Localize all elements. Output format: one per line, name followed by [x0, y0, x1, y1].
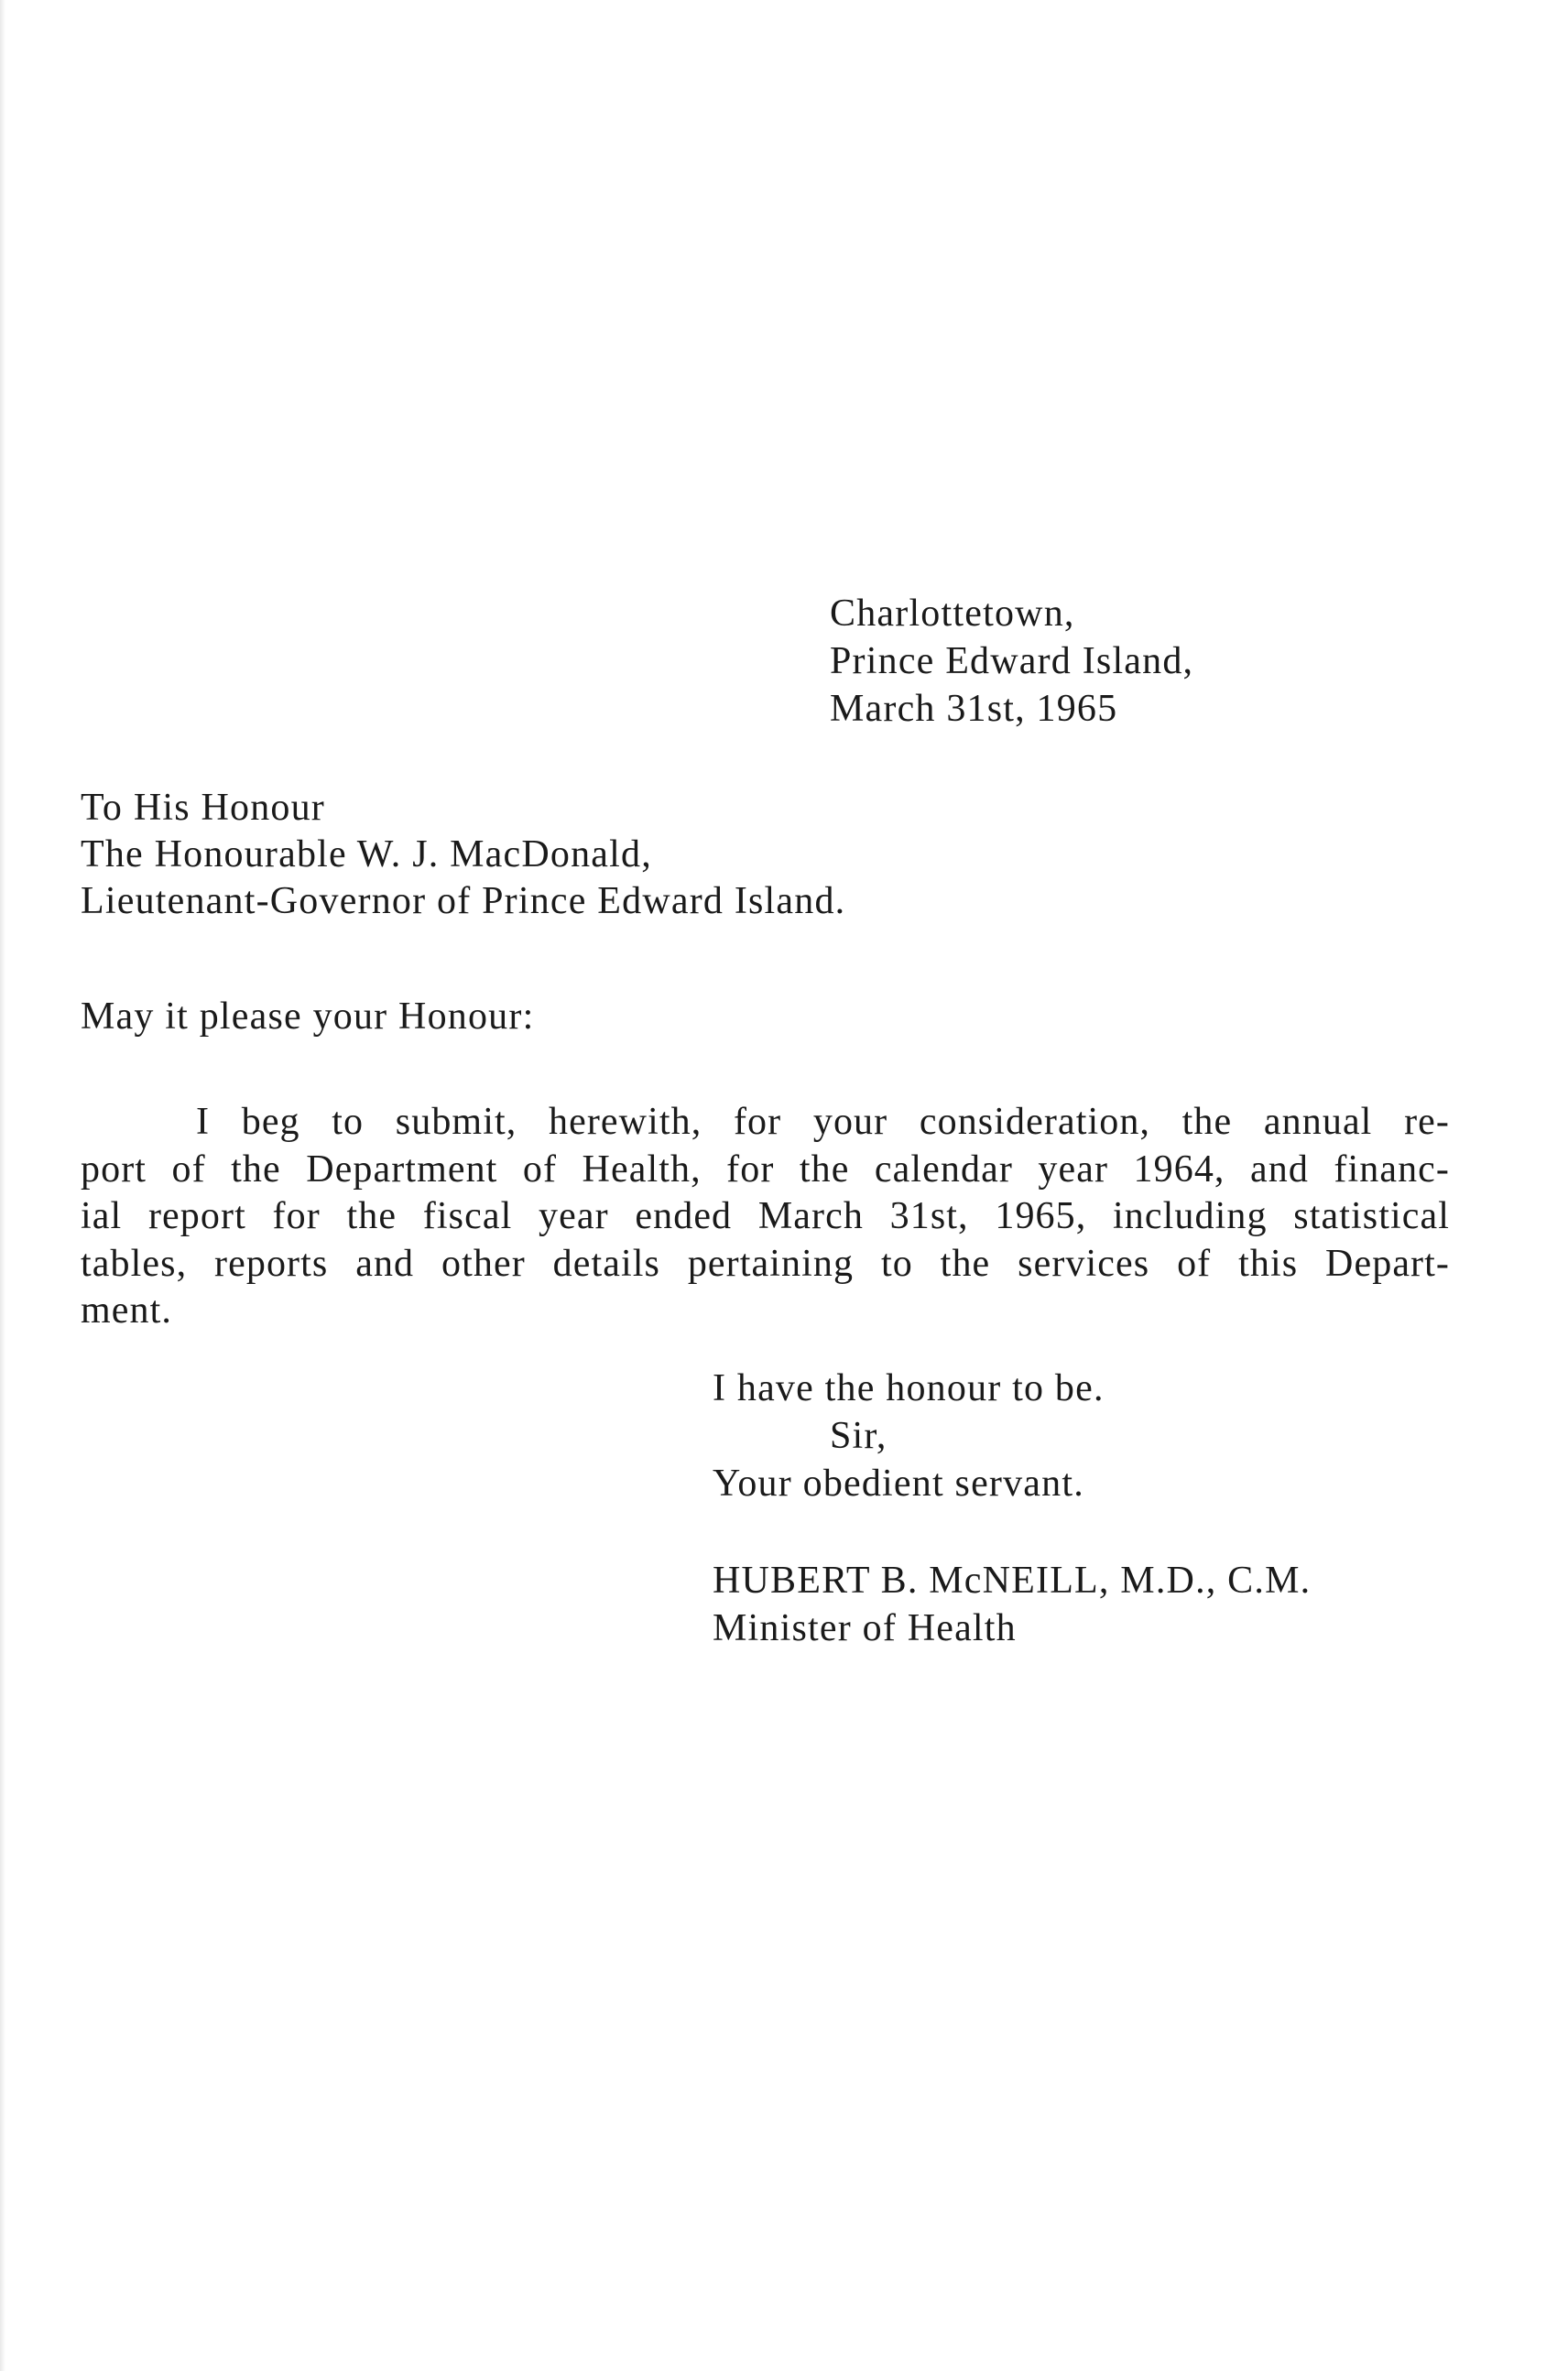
- body-line-3: ial report for the fiscal year ended March 31st, 1965, including statistical: [81, 1195, 1450, 1237]
- page-edge: [0, 0, 5, 2371]
- signature-title: Minister of Health: [713, 1607, 1017, 1649]
- salutation: May it please your Honour:: [81, 995, 535, 1038]
- body-line-2: port of the Department of Health, for the calendar year 1964, and financ-: [81, 1147, 1450, 1191]
- body-line-5: ment.: [81, 1289, 172, 1332]
- closing-line-2: Sir,: [830, 1415, 887, 1457]
- closing-line-3: Your obedient servant.: [713, 1463, 1084, 1505]
- province-line: Prince Edward Island,: [830, 640, 1194, 682]
- body-line-4: tables, reports and other details pertaining to the services of this Depart-: [81, 1242, 1450, 1285]
- city-line: Charlottetown,: [830, 593, 1075, 635]
- body-paragraph: [81, 1099, 1450, 1335]
- addressee-line-3: Lieutenant-Governor of Prince Edward Island.: [81, 880, 846, 922]
- addressee-line-1: To His Honour: [81, 787, 325, 829]
- addressee-line-2: The Honourable W. J. MacDonald,: [81, 833, 652, 876]
- closing-line-1: I have the honour to be.: [713, 1367, 1105, 1409]
- body-line-1: I beg to submit, herewith, for your consideration, the annual re-: [196, 1101, 1450, 1143]
- date-line: March 31st, 1965: [830, 688, 1118, 730]
- signature-name: HUBERT B. McNEILL, M.D., C.M.: [713, 1560, 1312, 1602]
